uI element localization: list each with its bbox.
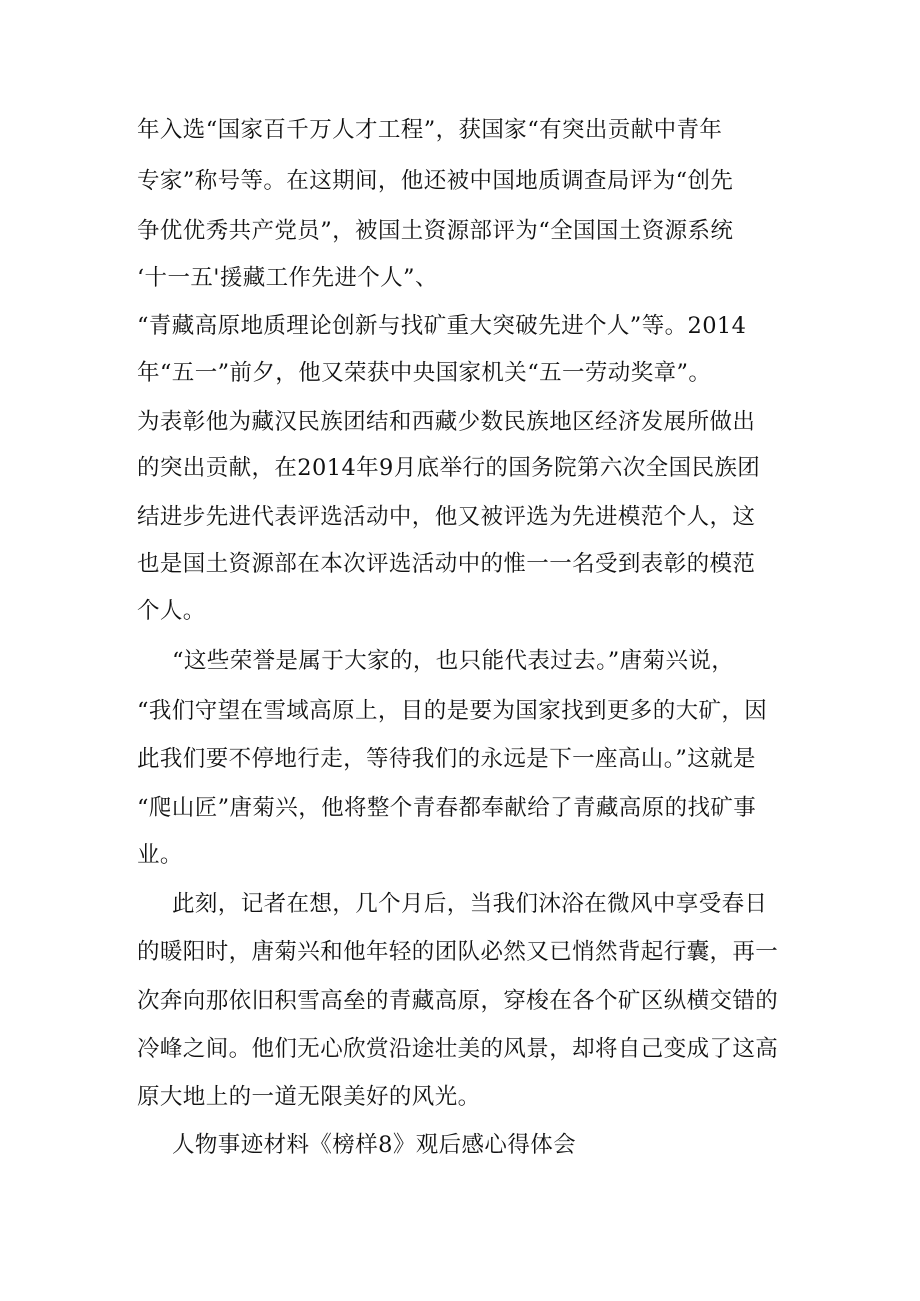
text-line-22: 人物事迹材料《榜样8》观后感心得体会 <box>172 1132 577 1158</box>
text-line-4: ‘十一五'援藏工作先进个人”、 <box>137 265 438 291</box>
text-line-20: 冷峰之间。他们无心欣赏沿途壮美的风景，却将自己变成了这高 <box>137 1036 779 1062</box>
text-line-1: 年入选“国家百千万人才工程”，获国家“有突出贡献中青年 <box>137 117 723 143</box>
text-line-12: “这些荣誉是属于大家的，也只能代表过去。”唐菊兴说， <box>172 648 735 674</box>
text-line-19: 次奔向那依旧积雪高垒的青藏高原，穿梭在各个矿区纵横交错的 <box>137 988 779 1014</box>
text-line-17: 此刻，记者在想，几个月后，当我们沐浴在微风中享受春日 <box>172 891 768 917</box>
text-line-2: 专家”称号等。在这期间，他还被中国地质调查局评为“创先 <box>137 168 734 194</box>
text-line-6: 年“五一”前夕，他又荣获中央国家机关“五一劳动奖章”。 <box>137 360 712 386</box>
text-line-14: 此我们要不停地行走，等待我们的永远是下一座高山。”这就是 <box>137 746 756 772</box>
text-line-18: 的暖阳时，唐菊兴和他年轻的团队必然又已悄然背起行囊，再一 <box>137 939 779 965</box>
text-line-7: 为表彰他为藏汉民族团结和西藏少数民族地区经济发展所做出 <box>137 409 756 435</box>
text-line-9: 结进步先进代表评选活动中，他又被评选为先进模范个人，这 <box>137 504 756 530</box>
text-line-8: 的突出贡献，在2014年9月底举行的国务院第六次全国民族团 <box>137 455 761 481</box>
text-line-16: 业。 <box>137 842 183 868</box>
text-line-10: 也是国土资源部在本次评选活动中的惟一一名受到表彰的模范 <box>137 551 756 577</box>
text-line-13: “我们守望在雪域高原上，目的是要为国家找到更多的大矿，因 <box>137 698 768 724</box>
text-line-5: “青藏高原地质理论创新与找矿重大突破先进个人”等。2014 <box>137 313 747 339</box>
text-line-3: 争优优秀共产党员”，被国土资源部评为“全国国土资源系统 <box>137 218 734 244</box>
text-line-15: “爬山匠”唐菊兴，他将整个青春都奉献给了青藏高原的找矿事 <box>137 795 757 821</box>
text-line-11: 个人。 <box>137 598 206 624</box>
text-line-21: 原大地上的一道无限美好的风光。 <box>137 1084 481 1110</box>
